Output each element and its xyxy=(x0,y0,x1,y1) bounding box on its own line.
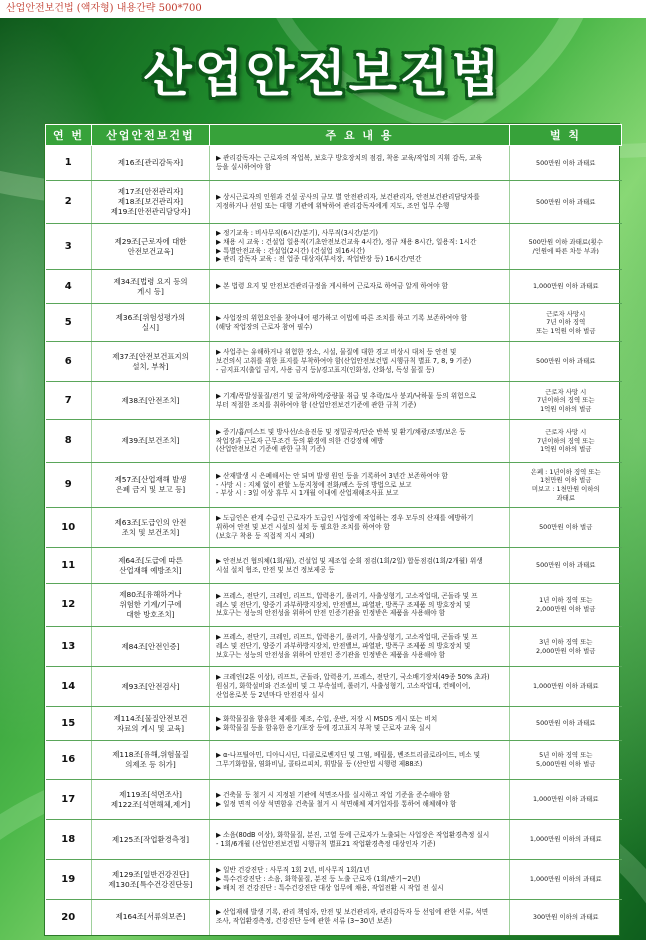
law-article-line: 제130조[특수건강진단등] xyxy=(108,879,193,889)
table-row xyxy=(46,860,622,900)
main-content xyxy=(210,584,510,627)
table-row xyxy=(46,304,622,342)
content-line: ▶ 건축물 등 철거 시 지정된 기관에 석면조사를 실시하고 작업 기준을 준수해야 함 xyxy=(216,790,451,799)
penalty xyxy=(510,741,622,780)
table-row xyxy=(46,420,622,463)
row-number: 15 xyxy=(46,707,92,741)
penalty-line: 500만원 이하 과태료(횟수 xyxy=(528,237,603,246)
table-row xyxy=(46,508,622,548)
content-line: ▶ 관리감독자는 근로자의 작업복, 보호구 방호장치의 점검, 착용 교육/작업의 지휘 감독, 교육 xyxy=(216,154,482,163)
law-table xyxy=(45,124,622,935)
law-article xyxy=(92,584,210,627)
law-article xyxy=(92,780,210,820)
content-line: (보호구 착용 등 직접적 지시 제외) xyxy=(216,531,315,540)
table-row xyxy=(46,382,622,420)
penalty xyxy=(510,508,622,548)
penalty xyxy=(510,860,622,900)
law-article-line: 산업재해 예방조치] xyxy=(119,565,182,575)
table-header-row xyxy=(46,125,622,146)
penalty-line: 1,000만원 이하 과태료 xyxy=(532,795,599,804)
content-line: ▶ 도급인은 관계 수급인 근로자가 도급인 사업장에 작업하는 경우 모두의 산재를 예방하기 xyxy=(216,514,474,523)
law-article xyxy=(92,508,210,548)
penalty-line: 7년이하의 징역 또는 xyxy=(536,436,595,445)
table-row xyxy=(46,463,622,508)
penalty-line: 500만원 이하 과태료 xyxy=(536,719,596,728)
content-line: ▶ 정기교육 : 비사무직(6시간/분기), 사무직(3시간/분기) xyxy=(216,228,378,237)
law-article-line: 제118조[유해,위험물질 xyxy=(112,750,189,760)
main-content xyxy=(210,342,510,382)
header-law: 산업안전보건법 xyxy=(92,125,210,146)
row-number: 10 xyxy=(46,508,92,548)
table-row xyxy=(46,627,622,667)
law-article-line: 제38조[안전조치] xyxy=(121,395,180,405)
penalty-line: 1억원 이하의 벌금 xyxy=(540,445,592,454)
law-article-line: 안전보건교육] xyxy=(127,246,174,256)
row-number: 17 xyxy=(46,780,92,820)
penalty xyxy=(510,181,622,224)
content-line: ▶ 안전보건 협의체(1회/월), 건설업 및 제조업 순회 점검(1회/2일) 합동점검(1회/2개월) 위생 xyxy=(216,556,483,565)
table-row xyxy=(46,548,622,584)
content-line: ▶ 관리 감독자 교육 : 전 업종 대상자(부서장, 작업반장 등) 16시간/연간 xyxy=(216,255,422,264)
penalty xyxy=(510,224,622,270)
content-line: 원심기, 화학설비와 건조설비 및 그 부속설비, 롤러기, 사출성형기, 고소작업대, 컨베이어, xyxy=(216,682,471,691)
content-line: 그무기화합물, 염화비닐, 콜타르피치, 휘발물 등 (산안법 시행령 제88조) xyxy=(216,760,423,768)
table-row xyxy=(46,146,622,181)
penalty-line: /인원에 따른 차등 부과) xyxy=(532,246,599,255)
law-article xyxy=(92,270,210,304)
content-line: ▶ 크레인(2톤 이상), 리프트, 곤돌라, 압력용기, 프레스, 전단기, 국소배기장치(49종 50% 초과) xyxy=(216,673,490,682)
law-article-line: 제16조[관리감독자] xyxy=(117,158,184,167)
penalty xyxy=(510,463,622,508)
row-number: 5 xyxy=(46,304,92,342)
content-line: ▶ 상시근로자의 인원과 건설 공사의 규모 별 안전관리자, 보건관리자, 안전보건관리담당자를 xyxy=(216,193,480,202)
penalty-line: 1,000만원 이하의 과태료 xyxy=(529,835,602,844)
law-article-line: 제122조[석면해체,제거] xyxy=(110,799,191,809)
row-number: 8 xyxy=(46,420,92,463)
table-row xyxy=(46,181,622,224)
penalty xyxy=(510,420,622,463)
main-content xyxy=(210,860,510,900)
law-article-line: 의제조 등 허가] xyxy=(125,760,176,769)
penalty-line: 7년 이하 징역 xyxy=(546,318,586,327)
header-content: 주 요 내 용 xyxy=(210,125,510,146)
penalty-line: 300만원 이하의 과태료 xyxy=(532,912,599,921)
penalty-line: 500만원 이하 과태료 xyxy=(536,158,596,167)
content-line: 보호구는 성능의 안전성을 위하여 안전 인증기관을 인정받은 제품을 사용해야 함 xyxy=(216,609,446,618)
content-line: 부터 적절한 조치를 취하여야 함 (산업안전보건기준에 관한 규칙 기준) xyxy=(216,400,417,409)
poster-title: 산업안전보건법 xyxy=(143,45,503,103)
table-row xyxy=(46,780,622,820)
content-line: ▶ 특수건강진단 : 소음, 화학물질, 분진 등 노출 근로자 (1회/반기~2년) xyxy=(216,875,421,884)
penalty xyxy=(510,146,622,181)
law-article xyxy=(92,181,210,224)
law-article xyxy=(92,463,210,508)
row-number: 12 xyxy=(46,584,92,627)
penalty-line: 근로자 사망시 xyxy=(546,309,586,318)
content-line: ▶ 사업주는 유해하거나 위험한 장소, 시설, 물질에 대한 경고 비상시 대처 등 안전 및 xyxy=(216,348,457,357)
row-number: 13 xyxy=(46,627,92,667)
row-number: 11 xyxy=(46,548,92,584)
law-article-line: 제84조[안전인증] xyxy=(121,641,180,651)
law-article-line: 설치, 부착] xyxy=(132,361,169,371)
content-line: ▶ 프레스, 전단기, 크레인, 리프트, 압력용기, 롤러기, 사출성형기, 고소작업대, 곤돌라 및 프 xyxy=(216,633,478,642)
penalty xyxy=(510,304,622,342)
law-article xyxy=(92,382,210,420)
content-line: ▶ 기계/폭발성물질/전기 및 굴착/하역/중량물 취급 및 추락/토사 붕괴/낙하물 등의 위험으로 xyxy=(216,391,477,400)
law-article-line: 은폐 금지 및 보고 등] xyxy=(115,485,186,494)
penalty xyxy=(510,667,622,707)
law-table-container xyxy=(44,123,620,936)
table-row xyxy=(46,270,622,304)
content-line: ▶ 일반 건강진단 : 사무직 1회 2년, 비사무직 1회/1년 xyxy=(216,866,370,875)
content-line: 산업용로봇 등 2년마다 안전검사 실시 xyxy=(216,690,325,699)
penalty xyxy=(510,548,622,584)
law-article-line: 제64조[도급에 따른 xyxy=(118,555,183,565)
penalty xyxy=(510,780,622,820)
penalty-line: 5년 이하 징역 또는 xyxy=(539,751,593,760)
law-article-line: 제125조[작업환경측정] xyxy=(112,834,189,844)
law-article-line: 제17조[안전관리자] xyxy=(117,187,184,197)
penalty xyxy=(510,707,622,741)
row-number: 6 xyxy=(46,342,92,382)
row-number: 1 xyxy=(46,146,92,181)
content-line: - 1회/6개월 (산업안전보건법 시행규칙 별표21 작업환경측정 대상인자 기준) xyxy=(216,839,436,848)
row-number: 19 xyxy=(46,860,92,900)
law-article xyxy=(92,627,210,667)
main-content xyxy=(210,707,510,741)
row-number: 9 xyxy=(46,463,92,508)
penalty xyxy=(510,584,622,627)
main-content xyxy=(210,146,510,181)
penalty-line: 근로자 사망 시 xyxy=(545,428,587,437)
law-article-line: 대한 방호조치] xyxy=(126,609,175,619)
penalty-line: 3년 이하 징역 또는 xyxy=(539,637,593,646)
content-line: ▶ 본 법령 요지 및 안전보건관리규정을 게시하여 근로자로 하여금 알게 하여야 함 xyxy=(216,282,448,291)
penalty-line: 1,000만원 이하 과태료 xyxy=(532,282,599,291)
row-number: 20 xyxy=(46,900,92,935)
main-content xyxy=(210,820,510,860)
table-body xyxy=(46,146,622,935)
law-article-line: 제36조[위험성평가의 xyxy=(115,312,186,322)
law-article-line: 제39조[보건조치] xyxy=(121,436,180,445)
penalty-line: 미보고 : 1천만원 이하의 xyxy=(531,485,600,493)
penalty-line: 1,000만원 이하 과태료 xyxy=(532,682,599,691)
content-line: 조사, 작업환경측정, 건강진단 등에 관한 서류 (3~30년 보존) xyxy=(216,917,392,926)
main-content xyxy=(210,224,510,270)
main-content xyxy=(210,900,510,935)
row-number: 18 xyxy=(46,820,92,860)
row-number: 14 xyxy=(46,667,92,707)
header-penalty: 벌 칙 xyxy=(510,125,622,146)
law-article-line: 제164조[서류의보존] xyxy=(115,912,186,922)
penalty-line: 5,000만원 이하 벌금 xyxy=(536,760,596,768)
law-article-line: 게시 등] xyxy=(137,286,164,296)
table-row xyxy=(46,667,622,707)
law-article-line: 제63조[도급인의 안전 xyxy=(114,517,187,527)
penalty-line: 2,000만원 이하 벌금 xyxy=(536,646,596,655)
content-line: - 금지표지(출입 금지, 사용 금지 등)/경고표지(인화성, 산화성, 독성 물질 등) xyxy=(216,365,435,374)
content-line: ▶ 배치 전 건강진단 : 특수건강진단 대상 업무에 채용, 작업전환 시 작업 전 실시 xyxy=(216,883,444,892)
content-line: 등을 실시하여야 함 xyxy=(216,163,272,171)
law-article xyxy=(92,146,210,181)
law-article xyxy=(92,304,210,342)
penalty-line: 은폐 : 1년이하 징역 또는 xyxy=(530,467,601,476)
content-line: (산업안전보건 기준에 관한 규칙 기준) xyxy=(216,445,326,454)
law-article-line: 제19조[안전관리담당자] xyxy=(110,206,191,216)
main-content xyxy=(210,780,510,820)
law-article-line: 자료의 게시 및 교육] xyxy=(116,723,185,733)
main-content xyxy=(210,548,510,584)
law-article xyxy=(92,707,210,741)
penalty-line: 500만원 이하 과태료 xyxy=(536,357,596,366)
content-line: 레스 및 전단기, 양중기 과부하방지장치, 안전밸브, 파열판, 방폭구 조제품 의 방호장치 및 xyxy=(216,600,471,609)
main-content xyxy=(210,304,510,342)
main-content xyxy=(210,508,510,548)
content-line: - 부상 시 : 3일 이상 휴무 시 1개월 이내에 산업재해조사표 보고 xyxy=(216,489,399,498)
law-article-line: 조치 및 보건조치] xyxy=(121,527,180,537)
content-line: ▶ 증기/흄/미스트 및 방사선/소음진동 및 정밀공작/단순 반복 및 환기/채광/조명/보온 등 xyxy=(216,427,466,436)
poster xyxy=(0,18,646,940)
law-article-line: 제80조[유해하거나 xyxy=(119,590,182,600)
law-article-line: 제37조[안전보건표지의 xyxy=(112,351,189,361)
content-line: ▶ 산재발생 시 은폐해서는 안 되며 발생 원인 등을 기록하여 3년간 보존하여야 함 xyxy=(216,471,448,480)
main-content xyxy=(210,270,510,304)
law-article-line: 위험한 기계/기구에 xyxy=(119,600,182,609)
content-line: ▶ 화학물질을 함유한 제제를 제조, 수입, 운반, 저장 시 MSDS 게시 또는 비치 xyxy=(216,714,438,723)
main-content xyxy=(210,627,510,667)
law-article xyxy=(92,741,210,780)
content-line: ▶ 소음(80dB 이상), 화학물질, 분진, 고열 등에 근로자가 노출되는 사업장은 작업환경측정 실시 xyxy=(216,830,490,839)
law-article-line: 제57조[산업재해 발생 xyxy=(114,475,187,485)
table-row xyxy=(46,224,622,270)
penalty-line: 과태료 xyxy=(556,493,576,502)
row-number: 16 xyxy=(46,741,92,780)
main-content xyxy=(210,382,510,420)
content-line: (해당 작업장의 근로자 참여 필수) xyxy=(216,322,313,331)
penalty xyxy=(510,382,622,420)
law-article-line: 제119조[석면조사] xyxy=(119,789,182,799)
content-line: ▶ 특별안전교육 : 건설업(2시간) (건설업 외16시간) xyxy=(216,246,365,255)
penalty xyxy=(510,900,622,935)
main-content xyxy=(210,463,510,508)
row-number: 3 xyxy=(46,224,92,270)
law-article-line: 제114조[물질안전보건 xyxy=(113,713,188,723)
law-article xyxy=(92,900,210,935)
penalty-line: 또는 1억원 이하 벌금 xyxy=(535,326,596,335)
content-line: 레스 및 전단기, 양중기 과부하방지장치, 안전밸브, 파열판, 방폭구 조제품 의 방호장치 및 xyxy=(216,642,471,651)
penalty xyxy=(510,820,622,860)
law-article xyxy=(92,420,210,463)
main-content xyxy=(210,741,510,780)
table-row xyxy=(46,900,622,935)
law-article xyxy=(92,667,210,707)
content-line: ▶ 사업장의 위험요인을 찾아내어 평가하고 이법에 따른 조치를 하고 기록 보존하여야 함 xyxy=(216,313,468,322)
main-content xyxy=(210,420,510,463)
content-line: - 사망 시 : 지체 없이 관할 노동지청에 전화/팩스 등의 방법으로 보고 xyxy=(216,480,412,489)
penalty xyxy=(510,627,622,667)
penalty-line: 2,000만원 이하 벌금 xyxy=(536,605,596,613)
content-line: 지정하거나 선임 또는 대행 기관에 위탁하여 관리감독자에게 지도, 조언 업무 수행 xyxy=(216,202,450,210)
content-line: ▶ 프레스, 전단기, 크레인, 리프트, 압력용기, 롤러기, 사출성형기, 고소작업대, 곤돌라 및 프 xyxy=(216,591,478,600)
law-article-line: 제129조[일반건강진단] xyxy=(112,869,189,879)
content-line: ▶ 채용 시 교육 : 건설업 일용직(기초안전보건교육 4시간), 정규 채용 8시간, 일용직: 1시간 xyxy=(216,237,477,246)
table-row xyxy=(46,707,622,741)
table-row xyxy=(46,741,622,780)
content-line: ▶ 화학물질 등을 함유한 용기/포장 등에 경고표지 부착 및 근로자 교육 실시 xyxy=(216,723,432,732)
penalty xyxy=(510,342,622,382)
penalty-line: 근로자 사망 시 xyxy=(545,387,587,396)
content-line: 시설 설치 협조, 안전 및 보건 정보제공 등 xyxy=(216,565,335,574)
law-article xyxy=(92,548,210,584)
penalty-line: 1년 이하 징역 또는 xyxy=(539,596,593,605)
law-article xyxy=(92,224,210,270)
main-content xyxy=(210,181,510,224)
content-line: ▶ α-나프틸아민, 디아니시딘, 디클로로벤지딘 및 그염, 베릴륨, 벤조트리클로라이드, 비소 및 xyxy=(216,751,481,760)
table-row xyxy=(46,584,622,627)
content-line: 위하여 안전 및 보건 시설의 설치 등 필요한 조치를 하여야 함 xyxy=(216,523,390,532)
penalty-line: 500만원 이하 벌금 xyxy=(539,523,593,532)
penalty-line: 500만원 이하 과태료 xyxy=(536,561,596,570)
law-article-line: 실시] xyxy=(141,322,160,332)
law-article xyxy=(92,860,210,900)
penalty-line: 500만원 이하 과태료 xyxy=(536,197,596,206)
content-line: ▶ 산업재해 발생 기록, 관리 책임자, 안전 및 보건관리자, 관리감독자 등 선임에 관한 서류, 석면 xyxy=(216,908,489,917)
content-line: ▶ 일정 면적 이상 석면함유 건축물 철거 시 석면해체 제거업자를 통하여 해체해야 함 xyxy=(216,799,457,808)
content-line: 작업장과 근로자 근무조건 등의 환경에 의한 건강장해 예방 xyxy=(216,436,384,445)
penalty-line: 1천만원 이하 벌금 xyxy=(540,476,592,485)
table-row xyxy=(46,342,622,382)
table-row xyxy=(46,820,622,860)
law-article-line: 제93조[안전검사] xyxy=(121,681,180,691)
penalty-line: 1,000만원 이하의 과태료 xyxy=(529,875,602,884)
content-line: 보건의식 고취를 위한 표지를 부착하여야 함(산업안전보건법 시행규칙 별표 7, 8, 9 기준) xyxy=(216,357,472,366)
penalty xyxy=(510,270,622,304)
penalty-line: 7년이하의 징역 또는 xyxy=(536,396,595,405)
penalty-line: 1억원 이하의 벌금 xyxy=(540,404,592,413)
main-content xyxy=(210,667,510,707)
header-number: 연 번 xyxy=(46,125,92,146)
law-article xyxy=(92,342,210,382)
row-number: 2 xyxy=(46,181,92,224)
law-article-line: 제34조[법령 요지 등의 xyxy=(113,276,188,286)
row-number: 4 xyxy=(46,270,92,304)
content-line: 보호구는 성능의 안전성을 위하여 안전인 증기관을 인정받은 제품을 사용해야 함 xyxy=(216,650,446,659)
law-article xyxy=(92,820,210,860)
image-caption: 산업안전보건법 (액자형) 내용간략 500*700 xyxy=(6,3,202,14)
law-article-line: 제29조[근로자에 대한 xyxy=(114,236,187,246)
law-article-line: 제18조[보건관리자] xyxy=(117,197,184,206)
row-number: 7 xyxy=(46,382,92,420)
